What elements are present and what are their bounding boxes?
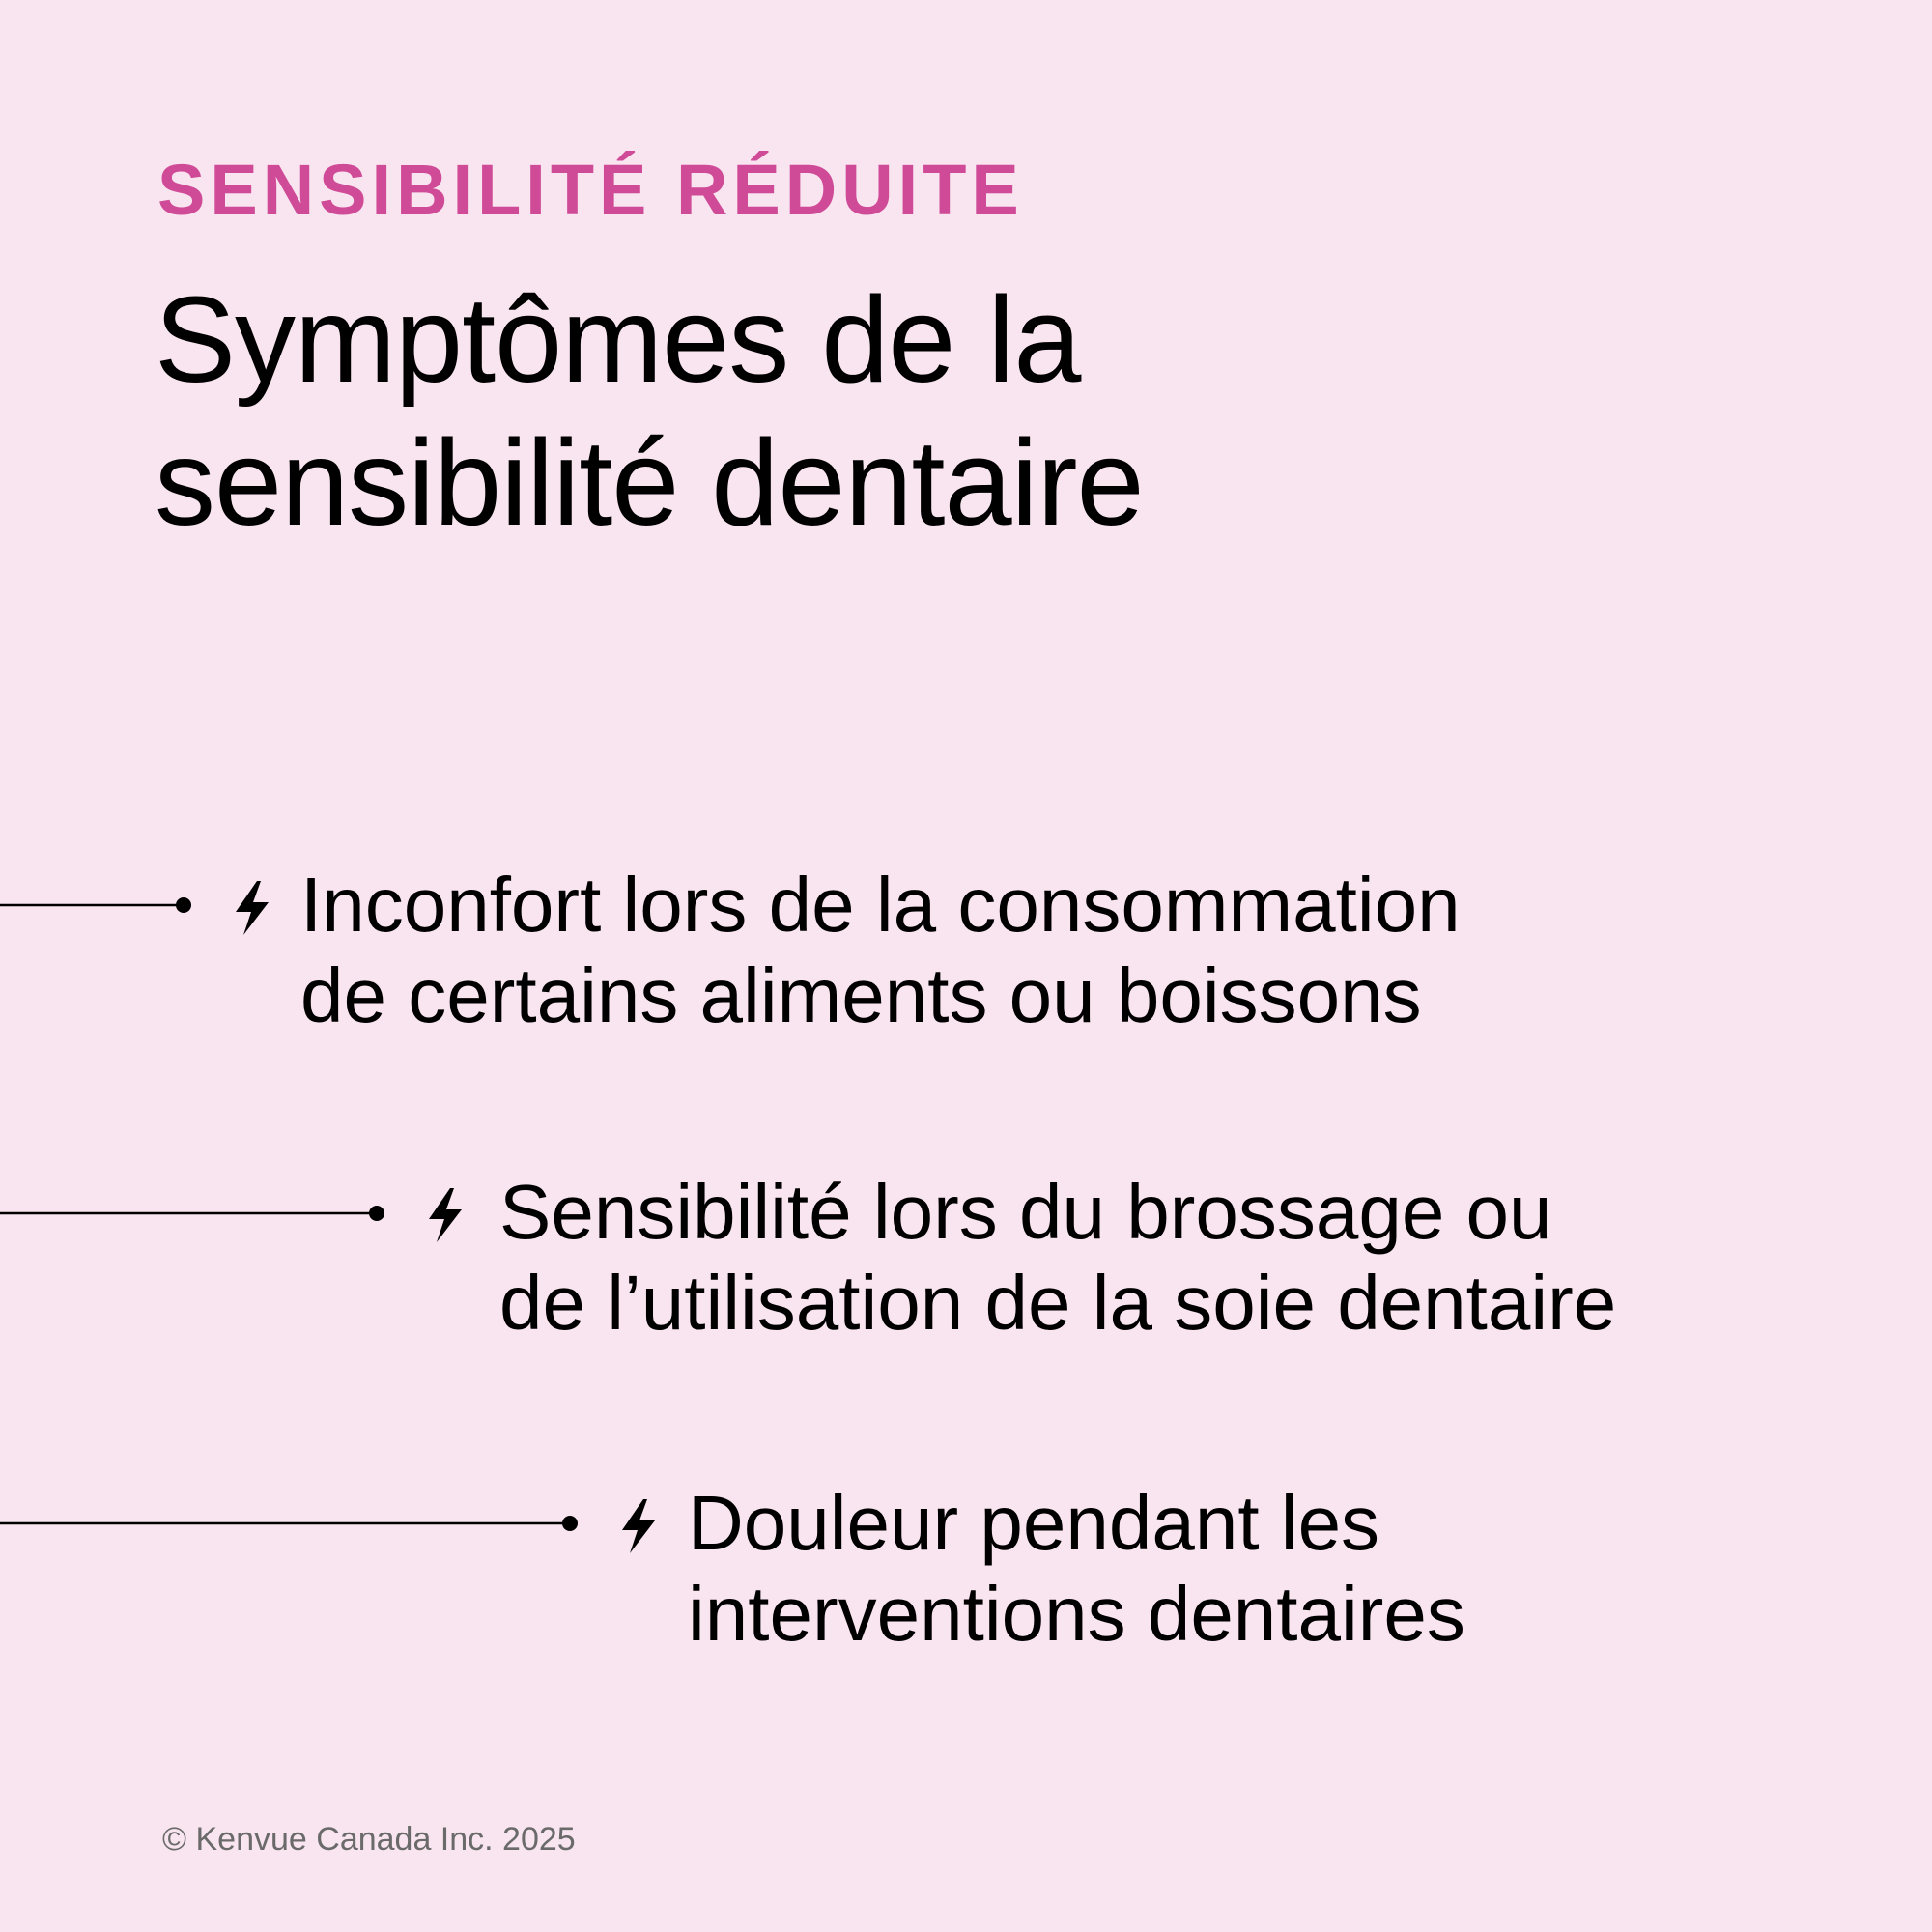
symptom-text: Sensibilité lors du brossage ou de l’utilisation de la soie dentaire [499,1169,1617,1346]
lightning-bolt-icon [421,1186,468,1244]
symptom-text: Douleur pendant les interventions dentaires [688,1480,1465,1657]
symptom-item [0,1121,1835,1346]
symptom-item [0,811,1835,1038]
lightning-bolt-icon [228,879,274,937]
lightning-bolt-icon [614,1497,661,1555]
connector-line [0,1121,386,1314]
symptom-item [0,1430,1835,1657]
page-title: Symptômes de la sensibilité dentaire [155,271,1144,551]
connector-line [0,1430,580,1623]
symptom-text: Inconfort lors de la consommation de certains aliments ou boissons [300,862,1461,1038]
connector-line [0,811,193,1005]
copyright-notice: © Kenvue Canada Inc. 2025 [162,1821,576,1858]
section-label: SENSIBILITÉ RÉDUITE [157,150,1024,230]
